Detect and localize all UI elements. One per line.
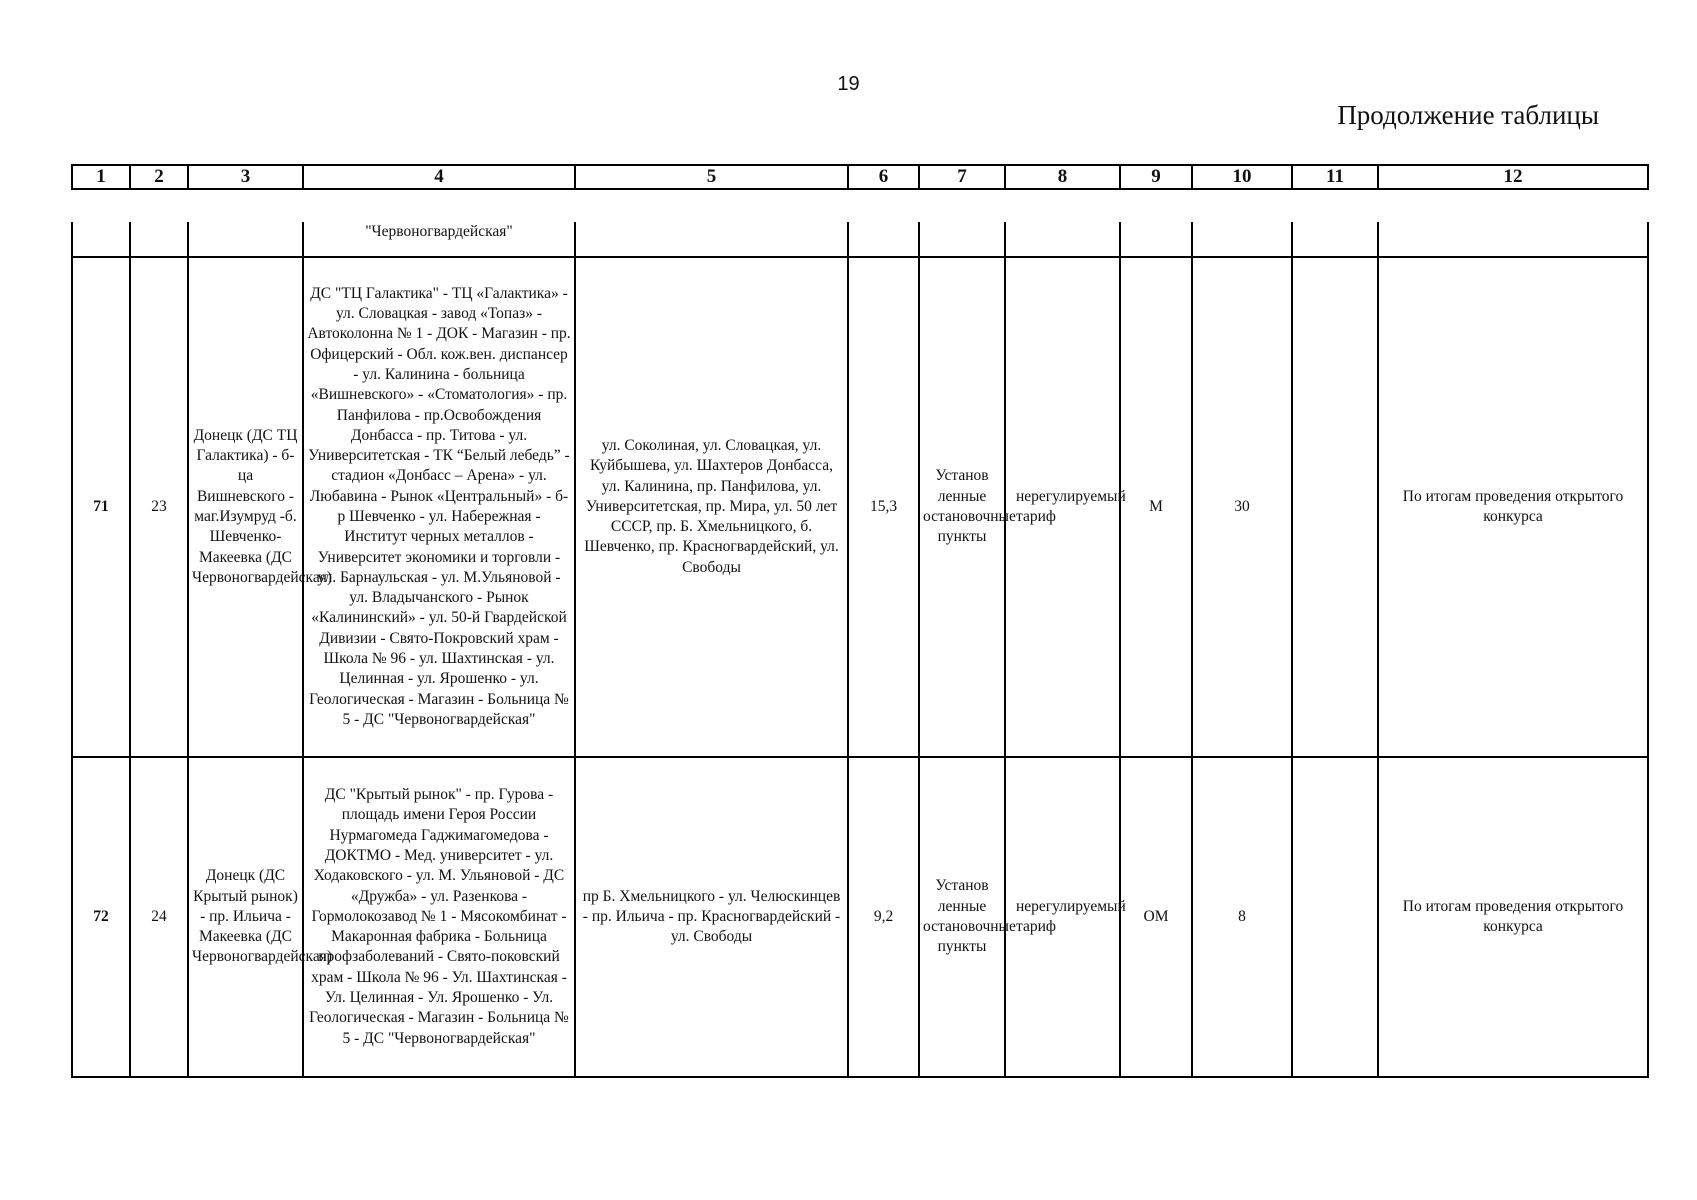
table-cell (575, 222, 848, 257)
stops-cell: ДС "Крытый рынок" - пр. Гурова - площадь имени Героя России Нурмагомеда Гаджимагомедова - ДОКТМО - Мед. университет - ул. Ходаковского - ул. М. Ульяновой - ДС «Дружба» - ул. Разенкова - Гормолокозавод № 1 - Мясокомбинат - Макаронная фабрика - Больница профзаболеваний - Свято-поковский храм - Школа № 96 - Ул. Шахтинская - Ул. Целинная - Ул. Ярошенко - Ул. Геологическая - Магазин - Больница № 5 - ДС "Червоногвардейская" (303, 757, 575, 1077)
column-number-row (72, 165, 1648, 189)
table-cell (919, 222, 1005, 257)
table-row (72, 757, 1648, 1077)
column-number-header (71, 164, 1649, 190)
notes-cell: По итогам проведения открытого конкурса (1378, 257, 1648, 757)
table-cell (188, 222, 303, 257)
table-cell (1120, 222, 1192, 257)
column-number: 7 (919, 165, 1005, 189)
streets-cell: пр Б. Хмельницкого - ул. Челюскинцев - пр. Ильича - пр. Красногвардейский - ул. Свободы (575, 757, 848, 1077)
column-number: 12 (1378, 165, 1648, 189)
column-number: 11 (1292, 165, 1378, 189)
route-name-cell: Донецк (ДС Крытый рынок) - пр. Ильича - Макеевка (ДС Червоногвардейская) (188, 757, 303, 1077)
column-number: 1 (72, 165, 130, 189)
vehicle-count-cell: 30 (1192, 257, 1292, 757)
table-cell (1292, 257, 1378, 757)
notes-cell: По итогам проведения открытого конкурса (1378, 757, 1648, 1077)
table-cell (130, 222, 188, 257)
stop-order-cell: Установ ленные остановочные пункты (919, 257, 1005, 757)
column-number: 10 (1192, 165, 1292, 189)
table-cell (848, 222, 919, 257)
route-number-cell: 23 (130, 257, 188, 757)
route-path-tail-cell: "Червоногвардейская" (303, 222, 575, 257)
table-continuation-title: Продолжение таблицы (1337, 100, 1599, 130)
vehicle-class-cell: М (1120, 257, 1192, 757)
page-number: 19 (837, 73, 860, 95)
table-row (72, 257, 1648, 757)
column-number: 4 (303, 165, 575, 189)
table-cell (1005, 222, 1120, 257)
route-name-cell: Донецк (ДС ТЦ Галактика) - б-ца Вишневского - маг.Изумруд -б. Шевченко-Макеевка (ДС Червоногвардейская) (188, 257, 303, 757)
routes-table (71, 222, 1649, 1078)
table-cell (1378, 222, 1648, 257)
column-number: 3 (188, 165, 303, 189)
column-number: 8 (1005, 165, 1120, 189)
column-number: 9 (1120, 165, 1192, 189)
continuation-row (72, 222, 1648, 257)
table-cell (1192, 222, 1292, 257)
vehicle-count-cell: 8 (1192, 757, 1292, 1077)
length-cell: 15,3 (848, 257, 919, 757)
column-number: 2 (130, 165, 188, 189)
table-cell (1292, 222, 1378, 257)
table-cell (1292, 757, 1378, 1077)
vehicle-class-cell: ОМ (1120, 757, 1192, 1077)
tariff-cell: нерегулируемый тариф (1005, 257, 1120, 757)
stops-cell: ДС "ТЦ Галактика" - ТЦ «Галактика» - ул. Словацкая - завод «Топаз» - Автоколонна № 1 - ДОК - Магазин - пр. Офицерский - Обл. кож.вен. диспансер - ул. Калинина - больница «Вишневского» - «Стоматология» - пр. Панфилова - пр.Освобождения Донбасса - пр. Титова - ул. Университетская - ТК “Белый лебедь” - стадион «Донбасс – Арена» - ул. Любавина - Рынок «Центральный» - б-р Шевченко - ул. Набережная - Институт черных металлов - Университет экономики и торговли - ул. Барнаульская - ул. М.Ульяновой - ул. Владычанского - Рынок «Калининский» - ул. 50-й Гвардейской Дивизии - Свято-Покровский храм - Школа № 96 - ул. Шахтинская - ул. Целинная - ул. Ярошенко - ул. Геологическая - Магазин - Больница № 5 - ДС "Червоногвардейская" (303, 257, 575, 757)
column-number: 6 (848, 165, 919, 189)
registration-number-cell: 72 (72, 757, 130, 1077)
length-cell: 9,2 (848, 757, 919, 1077)
column-number: 5 (575, 165, 848, 189)
streets-cell: ул. Соколиная, ул. Словацкая, ул. Куйбышева, ул. Шахтеров Донбасса, ул. Калинина, пр. Панфилова, ул. Университетская, пр. Мира, ул. 50 лет СССР, пр. Б. Хмельницкого, б. Шевченко, пр. Красногвардейский, ул. Свободы (575, 257, 848, 757)
stop-order-cell: Установ ленные остановочные пункты (919, 757, 1005, 1077)
table-cell (72, 222, 130, 257)
route-number-cell: 24 (130, 757, 188, 1077)
registration-number-cell: 71 (72, 257, 130, 757)
tariff-cell: нерегулируемый тариф (1005, 757, 1120, 1077)
